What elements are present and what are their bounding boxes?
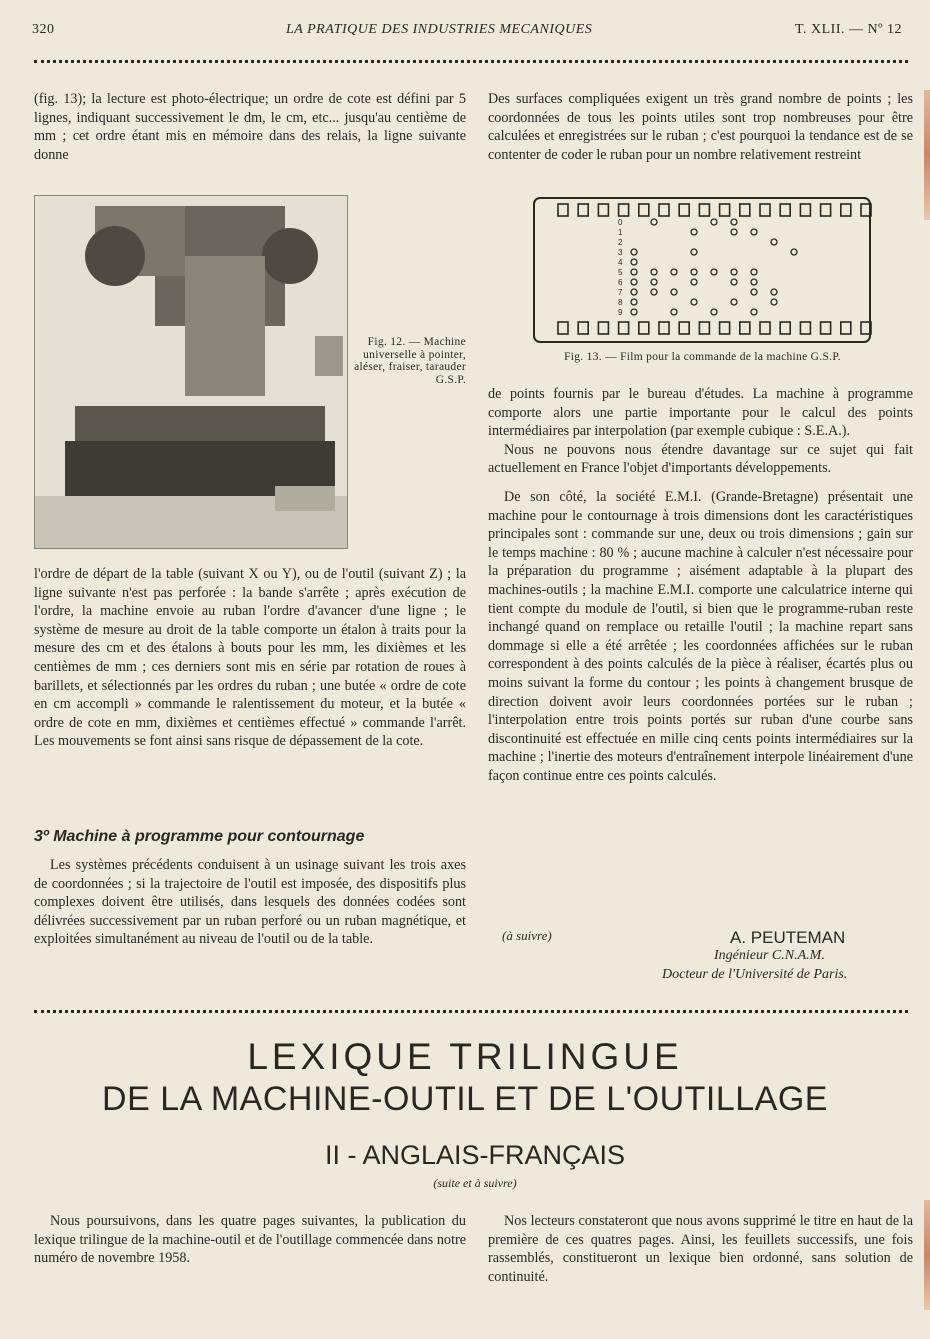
section-rule bbox=[34, 1010, 908, 1013]
film-perforation bbox=[791, 249, 797, 255]
film-perforation bbox=[691, 299, 697, 305]
film-row-label: 8 bbox=[618, 298, 623, 307]
sprocket-hole bbox=[780, 322, 790, 334]
film-perforation bbox=[631, 269, 637, 275]
sprocket-hole bbox=[679, 204, 689, 216]
page-edge-mark bbox=[924, 90, 930, 220]
left-paragraph-2: l'ordre de départ de la table (suivant X ou Y), ou de l'outil (suivant Z) ; la ligne suivante n'est pas perforée : la bande s'arrête ; après exécution de l'ordre, la machine envoie au ruban l'ordre d'avancer d'une ligne ; le système de mesure au droit de la table comporte un étalon à traits pour la mesure des cm et des étalons à bouts pour les mm, les dixièmes et les centièmes de mm ; ces derniers sont mis en série par rotation de roues à barillets, et sélectionnés par les ordres du ruban ; une butée « ordre de cote en cm accompli » commande le ralentissement du moteur, et la butée « ordre de cote en mm, dixièmes et centièmes effectué » commande l'arrêt. Les mouvements se font ainsi sans risque de dépassement de la cote. bbox=[34, 566, 466, 750]
sprocket-hole bbox=[780, 204, 790, 216]
author-title-1: Ingénieur C.N.A.M. bbox=[714, 948, 825, 963]
film-perforation bbox=[691, 269, 697, 275]
sprocket-hole bbox=[659, 204, 669, 216]
sprocket-hole bbox=[619, 204, 629, 216]
journal-title: LA PRATIQUE DES INDUSTRIES MECANIQUES bbox=[286, 22, 593, 37]
film-perforation bbox=[691, 249, 697, 255]
sprocket-hole bbox=[578, 322, 588, 334]
film-perforation bbox=[631, 299, 637, 305]
film-perforation bbox=[731, 229, 737, 235]
sprocket-hole bbox=[760, 322, 770, 334]
author-title-2: Docteur de l'Université de Paris. bbox=[662, 967, 848, 982]
punched-film bbox=[530, 196, 875, 344]
sprocket-hole bbox=[639, 322, 649, 334]
film-row-label: 2 bbox=[618, 238, 623, 247]
left-paragraph-3: Les systèmes précédents conduisent à un usinage suivant les trois axes de coordonnées ; si la trajectoire de l'outil est imposée, des dispositifs plus complexes doivent être utilisés, dans lesquels des données codées sont délivrées successivement par un ruban perforé ou un ruban magnétique, et exploitées simultanément au niveau de l'outil ou de la table. bbox=[34, 857, 466, 948]
film-perforation bbox=[731, 279, 737, 285]
film-perforation bbox=[751, 269, 757, 275]
film-figure bbox=[530, 196, 875, 344]
left-paragraph-1: (fig. 13); la lecture est photo-électrique; un ordre de cote est défini par 5 lignes, indiquant successivement le dm, le cm, etc... jusqu'au centième de mm ; cet ordre étant mis en mémoire dans des relais, la ligne suivante donne bbox=[34, 91, 466, 163]
right-paragraph-4: De son côté, la société E.M.I. (Grande-Bretagne) présentait une machine pour le contournage à trois dimensions dont les caractéristiques principales sont : commande sur une, deux ou trois dimensions ; gain sur le temps machine : 80 % ; aucune machine à calculer n'est nécessaire pour la préparation du programme ; aisément adaptable à la plupart des machines-outils ; la machine E.M.I. comporte une calculatrice interne qui tient compte du module de l'outil, si bien que le programme-ruban reste inchangé quand on remplace ou retaille l'outil ; la machine repart sans dommage si elle a été arrêtée ; les coordonnées affichées sur le ruban correspondent à des points calculés de la pièce à réaliser, écartés plus ou moins suivant la forme du contour ; les points à changement brusque de direction doivent avoir leurs coordonnées portées sur le ruban ; l'interpolation entre trois points portés sur ruban d'une courbe sans discontinuité est effectuée en mille cinq cents points intermédiaires sur la machine ; l'inertie des moteurs d'entraînement interpole linéairement d'une façon continue entre ces points calculés. bbox=[488, 488, 913, 784]
volume-issue: T. XLII. — Nº 12 bbox=[795, 22, 902, 37]
film-perforation bbox=[651, 269, 657, 275]
film-perforation bbox=[731, 299, 737, 305]
film-row-label: 9 bbox=[618, 308, 623, 317]
film-perforation bbox=[631, 259, 637, 265]
fig13-caption: Fig. 13. — Film pour la commande de la machine G.S.P. bbox=[564, 351, 841, 363]
sprocket-hole bbox=[841, 204, 851, 216]
sprocket-hole bbox=[800, 322, 810, 334]
sprocket-hole bbox=[558, 322, 568, 334]
film-perforation bbox=[691, 229, 697, 235]
fig12-caption: Fig. 12. — Machine universelle à pointer, aléser, fraiser, tarauder G.S.P. bbox=[354, 336, 466, 386]
film-row-label: 0 bbox=[618, 218, 623, 227]
film-perforation bbox=[711, 219, 717, 225]
right-paragraph-3: Nous ne pouvons nous étendre davantage sur ce sujet qui fait actuellement en France l'objet d'importants développements. bbox=[488, 441, 913, 477]
film-row-label: 5 bbox=[618, 268, 623, 277]
sprocket-hole bbox=[740, 204, 750, 216]
lexique-title-2: DE LA MACHINE-OUTIL ET DE L'OUTILLAGE bbox=[102, 1080, 828, 1118]
film-perforation bbox=[631, 289, 637, 295]
film-perforation bbox=[671, 269, 677, 275]
section-heading: 3º Machine à programme pour contournage bbox=[34, 828, 365, 845]
film-perforation bbox=[651, 289, 657, 295]
film-perforation bbox=[771, 289, 777, 295]
film-perforation bbox=[631, 279, 637, 285]
film-perforation bbox=[711, 309, 717, 315]
film-perforation bbox=[691, 279, 697, 285]
film-perforation bbox=[731, 219, 737, 225]
page-edge-mark bbox=[924, 1200, 930, 1310]
film-perforation bbox=[771, 299, 777, 305]
sprocket-hole bbox=[821, 322, 831, 334]
film-row-label: 1 bbox=[618, 228, 623, 237]
film-perforation bbox=[771, 239, 777, 245]
film-perforation bbox=[631, 309, 637, 315]
sprocket-hole bbox=[740, 322, 750, 334]
film-row-label: 7 bbox=[618, 288, 623, 297]
sprocket-hole bbox=[598, 204, 608, 216]
sprocket-hole bbox=[841, 322, 851, 334]
sprocket-hole bbox=[720, 204, 730, 216]
film-perforation bbox=[671, 309, 677, 315]
film-perforation bbox=[711, 269, 717, 275]
lexique-subnote: (suite et à suivre) bbox=[433, 1176, 517, 1190]
page-number: 320 bbox=[32, 22, 55, 37]
film-perforation bbox=[671, 289, 677, 295]
sprocket-hole bbox=[699, 204, 709, 216]
film-row-label: 4 bbox=[618, 258, 623, 267]
sprocket-hole bbox=[800, 204, 810, 216]
film-perforation bbox=[631, 249, 637, 255]
header-rule bbox=[34, 60, 908, 63]
film-perforation bbox=[751, 229, 757, 235]
author-name: A. PEUTEMAN bbox=[730, 928, 846, 947]
machine-photo bbox=[34, 195, 348, 549]
film-row-label: 3 bbox=[618, 248, 623, 257]
lexique-right-text: Nos lecteurs constateront que nous avons supprimé le titre en haut de la première de ces quatres pages. Ainsi, les feuillets successifs, une fois rassemblés, constitueront un lexique bien ordonné, sans solution de continuité. bbox=[488, 1213, 913, 1285]
film-perforation bbox=[731, 269, 737, 275]
sprocket-hole bbox=[720, 322, 730, 334]
sprocket-hole bbox=[659, 322, 669, 334]
right-paragraph-2: de points fournis par le bureau d'études. La machine à programme comporte alors une partie importante pour le calcul des points intermédiaires par interpolation (par exemple cubique : S.E.A.). Nous ne pouvons nous étendre davantage sur ce sujet qui fait actuellement en France l'objet d'importants développements. De son côté, la société E.M.I. (Grande-Bretagne) présentait une machine pour le contournage à trois dimensions dont les caractéristiques principales sont : commande sur une, deux ou trois dimensions ; gain sur le temps machine : 80 % ; aucune machine à calculer n'est nécessaire pour la préparation du programme ; aisément adaptable à la plupart des machines-outils ; la machine E.M.I. comporte une calculatrice interne qui tient compte du module de l'outil, si bien que le programme-ruban reste inchangé quand on remplace ou retaille l'outil ; la machine repart sans dommage si elle a été arrêtée ; les coordonnées affichées sur le ruban correspondent à des points calculés de la pièce à réaliser, écartés plus ou moins suivant la forme du contour ; les points à changement brusque de direction doivent avoir leurs coordonnées portées sur le ruban ; l'interpolation entre trois points portés sur ruban d'une courbe sans discontinuité est effectuée en mille cinq cents points intermédiaires sur la machine ; l'inertie des moteurs d'entraînement interpole linéairement d'une façon continue entre ces points calculés. bbox=[488, 386, 913, 784]
sprocket-hole bbox=[558, 204, 568, 216]
lexique-subtitle: II - ANGLAIS-FRANÇAIS bbox=[324, 1140, 626, 1170]
sprocket-hole bbox=[679, 322, 689, 334]
sprocket-hole bbox=[578, 204, 588, 216]
film-perforation bbox=[751, 289, 757, 295]
right-paragraph-1: Des surfaces compliquées exigent un très grand nombre de points ; les coordonnées de tous les points utiles sont trop nombreuses pour être calculées et enregistrées sur le ruban ; c'est pourquoi la tendance est de se contenter de coder le ruban pour un nombre relativement restreint bbox=[488, 91, 913, 163]
film-perforation bbox=[651, 279, 657, 285]
sprocket-hole bbox=[821, 204, 831, 216]
film-row-label: 6 bbox=[618, 278, 623, 287]
sprocket-hole bbox=[619, 322, 629, 334]
to-follow: (à suivre) bbox=[502, 928, 552, 943]
lexique-title-1: LEXIQUE TRILINGUE bbox=[247, 1036, 683, 1077]
film-perforation bbox=[751, 279, 757, 285]
sprocket-hole bbox=[699, 322, 709, 334]
film-perforation bbox=[651, 219, 657, 225]
sprocket-hole bbox=[760, 204, 770, 216]
film-perforation bbox=[751, 309, 757, 315]
machine-illustration bbox=[35, 196, 347, 548]
sprocket-hole bbox=[598, 322, 608, 334]
sprocket-hole bbox=[639, 204, 649, 216]
lexique-left-text: Nous poursuivons, dans les quatre pages suivantes, la publication du lexique trilingue de la machine-outil et de l'outillage commencée dans notre numéro de novembre 1958. bbox=[34, 1213, 466, 1267]
